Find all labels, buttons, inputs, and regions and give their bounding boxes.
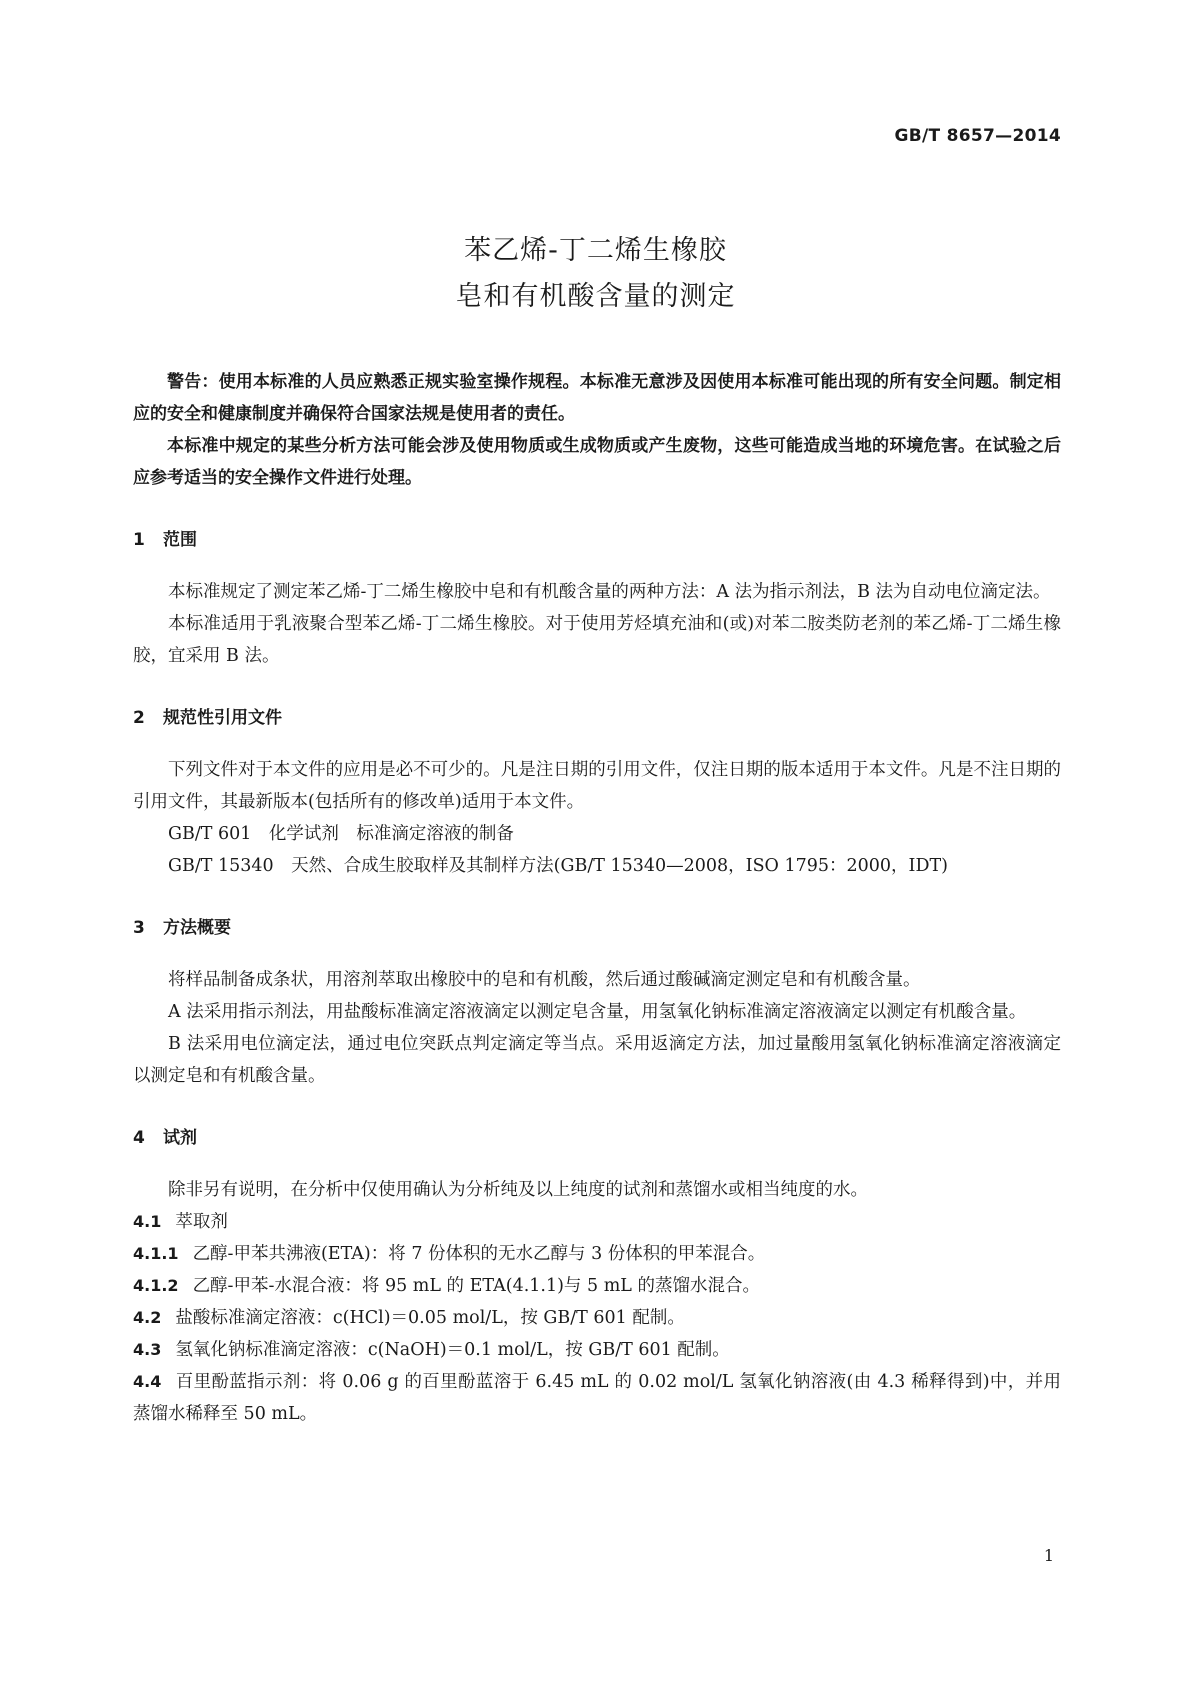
- document-body: [133, 366, 1061, 1430]
- clause-text: 乙醇-甲苯共沸液(ETA)：将 7 份体积的无水乙醇与 3 份体积的甲苯混合。: [192, 1244, 766, 1264]
- section-number: 1: [133, 530, 145, 550]
- warning-paragraph: 本标准中规定的某些分析方法可能会涉及使用物质或生成物质或产生废物，这些可能造成当地的环境危害。在试验之后应参考适当的安全操作文件进行处理。: [133, 436, 1061, 488]
- clause-text: 百里酚蓝指示剂：将 0.06 g 的百里酚蓝溶于 6.45 mL 的 0.02 mol/L 氢氧化钠溶液(由 4.3 稀释得到)中，并用蒸馏水稀释至 50 mL。: [133, 1372, 1061, 1424]
- reference-title: 天然、合成生胶取样及其制样方法(GB/T 15340—2008，ISO 1795：2000，IDT): [291, 856, 948, 876]
- section-heading-normative-references: [133, 702, 1061, 734]
- clause-number: 4.3: [133, 1340, 162, 1359]
- clause-number: 4.2: [133, 1308, 162, 1327]
- warning-paragraph: 警告：使用本标准的人员应熟悉正规实验室操作规程。本标准无意涉及因使用本标准可能出现的所有安全问题。制定相应的安全和健康制度并确保符合国家法规是使用者的责任。: [133, 372, 1061, 424]
- paragraph: A 法采用指示剂法，用盐酸标准滴定溶液滴定以测定皂含量，用氢氧化钠标准滴定溶液滴定以测定有机酸含量。: [168, 1002, 1027, 1022]
- section-number: 3: [133, 918, 145, 938]
- section-title: 方法概要: [163, 918, 231, 938]
- clause-number: 4.4: [133, 1372, 162, 1391]
- clause-text: 乙醇-甲苯-水混合液：将 95 mL 的 ETA(4.1.1)与 5 mL 的蒸馏水混合。: [192, 1276, 760, 1296]
- clause-item: [133, 1238, 1061, 1270]
- section-title: 规范性引用文件: [163, 708, 282, 728]
- page-number: 1: [1043, 1546, 1054, 1565]
- reference-code: GB/T 601: [168, 824, 252, 844]
- paragraph: 除非另有说明，在分析中仅使用确认为分析纯及以上纯度的试剂和蒸馏水或相当纯度的水。: [168, 1180, 868, 1200]
- reference-entry: [133, 818, 1061, 850]
- reference-title: 化学试剂 标准滴定溶液的制备: [268, 824, 514, 844]
- paragraph: B 法采用电位滴定法，通过电位突跃点判定滴定等当点。采用返滴定方法，加过量酸用氢氧化钠标准滴定溶液滴定以测定皂和有机酸含量。: [133, 1034, 1061, 1086]
- standard-code: GB/T 8657—2014: [894, 126, 1061, 146]
- section-number: 4: [133, 1128, 145, 1148]
- clause-number: 4.1.1: [133, 1244, 179, 1263]
- document-title: [0, 228, 1191, 320]
- reference-entry: [133, 850, 1061, 882]
- clause-item: [133, 1206, 1061, 1238]
- clause-number: 4.1: [133, 1212, 162, 1231]
- clause-text: 氢氧化钠标准滴定溶液：c(NaOH)＝0.1 mol/L，按 GB/T 601 配制。: [175, 1340, 730, 1360]
- clause-item: [133, 1366, 1061, 1430]
- paragraph: 将样品制备成条状，用溶剂萃取出橡胶中的皂和有机酸，然后通过酸碱滴定测定皂和有机酸含量。: [168, 970, 921, 990]
- clause-item: [133, 1302, 1061, 1334]
- clause-item: [133, 1334, 1061, 1366]
- section-heading-reagents: [133, 1122, 1061, 1154]
- section-heading-method-summary: [133, 912, 1061, 944]
- paragraph: 本标准规定了测定苯乙烯-丁二烯生橡胶中皂和有机酸含量的两种方法：A 法为指示剂法，B 法为自动电位滴定法。: [168, 582, 1051, 602]
- clause-text: 盐酸标准滴定溶液：c(HCl)＝0.05 mol/L，按 GB/T 601 配制。: [175, 1308, 685, 1328]
- clause-text: 萃取剂: [175, 1212, 228, 1232]
- clause-item: [133, 1270, 1061, 1302]
- section-number: 2: [133, 708, 145, 728]
- title-line-2: 皂和有机酸含量的测定: [455, 281, 736, 312]
- paragraph: 下列文件对于本文件的应用是必不可少的。凡是注日期的引用文件，仅注日期的版本适用于本文件。凡是不注日期的引用文件，其最新版本(包括所有的修改单)适用于本文件。: [133, 760, 1061, 812]
- section-title: 试剂: [163, 1128, 197, 1148]
- section-title: 范围: [163, 530, 197, 550]
- section-heading-scope: [133, 524, 1061, 556]
- title-line-1: 苯乙烯-丁二烯生橡胶: [464, 235, 727, 266]
- reference-code: GB/T 15340: [168, 856, 274, 876]
- clause-number: 4.1.2: [133, 1276, 179, 1295]
- paragraph: 本标准适用于乳液聚合型苯乙烯-丁二烯生橡胶。对于使用芳烃填充油和(或)对苯二胺类防老剂的苯乙烯-丁二烯生橡胶，宜采用 B 法。: [133, 614, 1061, 666]
